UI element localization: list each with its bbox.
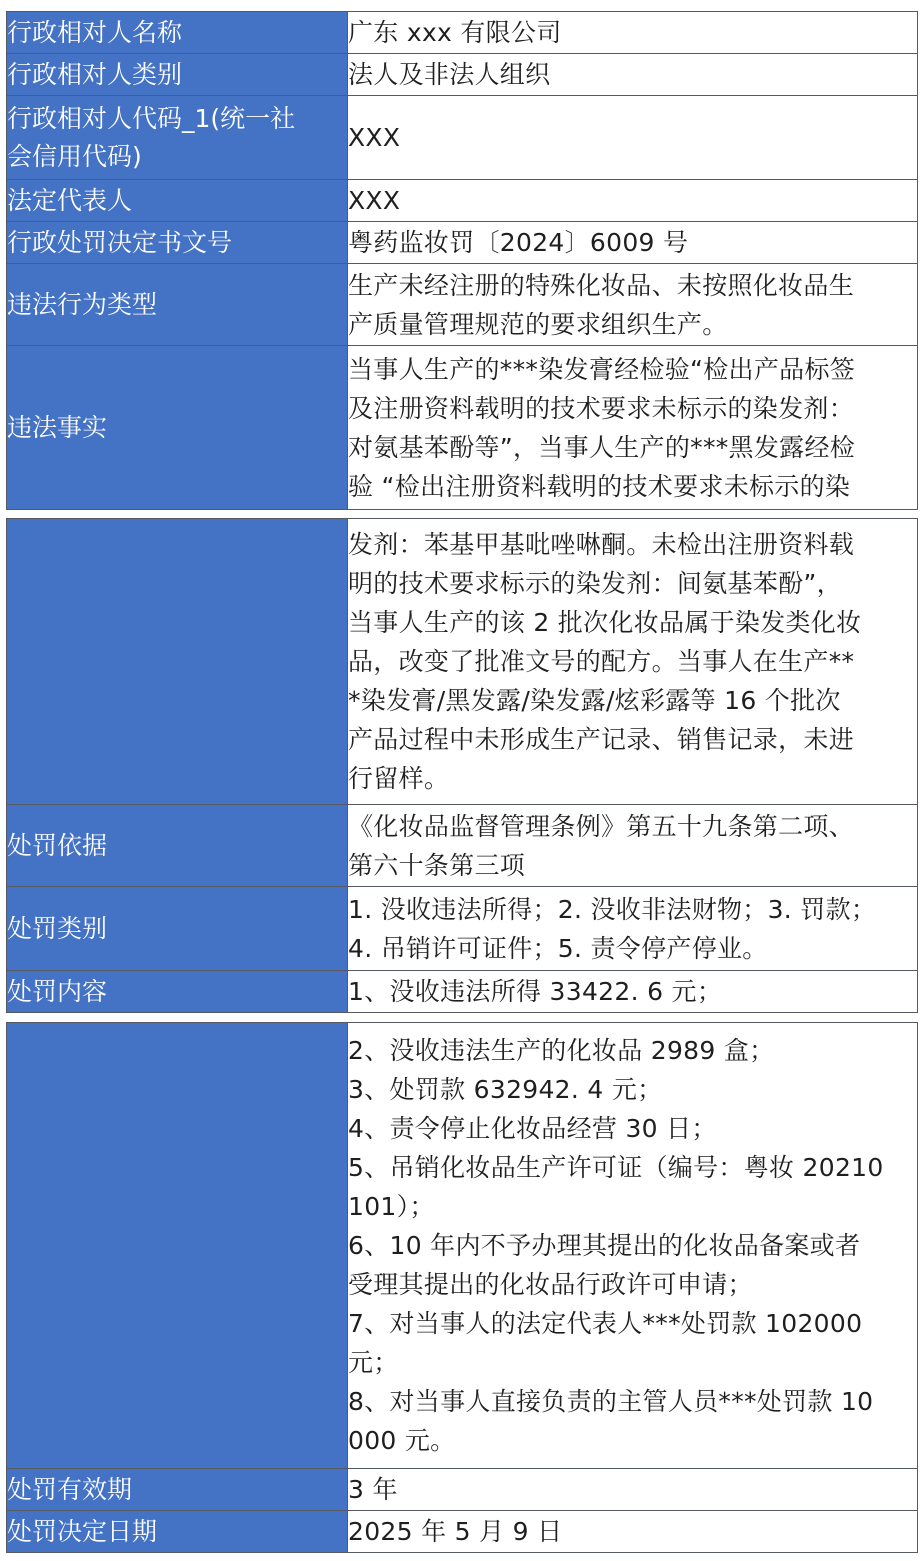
label-cell: 处罚类别 [7,887,348,971]
table-row [7,222,918,264]
label-cell: 处罚内容 [7,971,348,1013]
label-cell: 行政相对人名称 [7,12,348,54]
table-row [7,180,918,222]
label-cell: 法定代表人 [7,180,348,222]
value-cell: 1、没收违法所得 33422. 6 元； [348,971,918,1013]
value-cell: 3 年 [348,1469,918,1511]
value-cell: 发剂：苯基甲基吡唑啉酮。未检出注册资料载 明的技术要求标示的染发剂：间氨基苯酚”， 当事人生产的该 2 批次化妆品属于染发类化妆 品，改变了批准文号的配方。当事人在生产** *染发膏/黑发露/染发露/炫彩露等 16 个批次 产品过程中未形成生产记录、销售记录，未进 行留样。 [348,519,918,805]
table-row [7,264,918,346]
value-cell: 粤药监妆罚〔2024〕6009 号 [348,222,918,264]
value-cell: 《化妆品监督管理条例》第五十九条第二项、 第六十条第三项 [348,805,918,887]
label-cell: 违法事实 [7,346,348,510]
value-cell: 当事人生产的***染发膏经检验“检出产品标签 及注册资料载明的技术要求未标示的染发剂： 对氨基苯酚等”，当事人生产的***黑发露经检 验 “检出注册资料载明的技术要求未标示的染 [348,346,918,510]
table-row [7,519,918,805]
label-cell: 行政相对人类别 [7,54,348,96]
value-cell: 2、没收违法生产的化妆品 2989 盒； 3、处罚款 632942. 4 元； 4、责令停止化妆品经营 30 日； 5、吊销化妆品生产许可证（编号：粤妆 20210 101）； 6、10 年内不予办理其提出的化妆品备案或者 受理其提出的化妆品行政许可申请； 7、对当事人的法定代表人***处罚款 102000 元； 8、对当事人直接负责的主管人员***处罚款 10 000 元。 [348,1023,918,1469]
value-cell: 1. 没收违法所得；2. 没收非法财物；3. 罚款； 4. 吊销许可证件；5. 责令停产停业。 [348,887,918,971]
table-row [7,346,918,510]
label-cell: 处罚依据 [7,805,348,887]
label-cell: 行政处罚决定书文号 [7,222,348,264]
table-row [7,971,918,1013]
table-row [7,1511,918,1553]
label-cell: 处罚有效期 [7,1469,348,1511]
info-table-part-3 [6,1022,918,1553]
table-row [7,54,918,96]
table-row [7,805,918,887]
table-row [7,96,918,180]
value-cell: 法人及非法人组织 [348,54,918,96]
value-cell: 生产未经注册的特殊化妆品、未按照化妆品生 产质量管理规范的要求组织生产。 [348,264,918,346]
label-cell: 行政相对人代码_1(统一社 会信用代码) [7,96,348,180]
value-cell: 2025 年 5 月 9 日 [348,1511,918,1553]
label-cell: 处罚决定日期 [7,1511,348,1553]
table-row [7,887,918,971]
info-table-part-2 [6,518,918,1013]
table-row [7,12,918,54]
value-cell: XXX [348,96,918,180]
label-cell [7,519,348,805]
value-cell: 广东 xxx 有限公司 [348,12,918,54]
label-cell: 违法行为类型 [7,264,348,346]
value-cell: XXX [348,180,918,222]
info-table-part-1 [6,11,918,510]
label-cell [7,1023,348,1469]
table-row [7,1469,918,1511]
table-row [7,1023,918,1469]
